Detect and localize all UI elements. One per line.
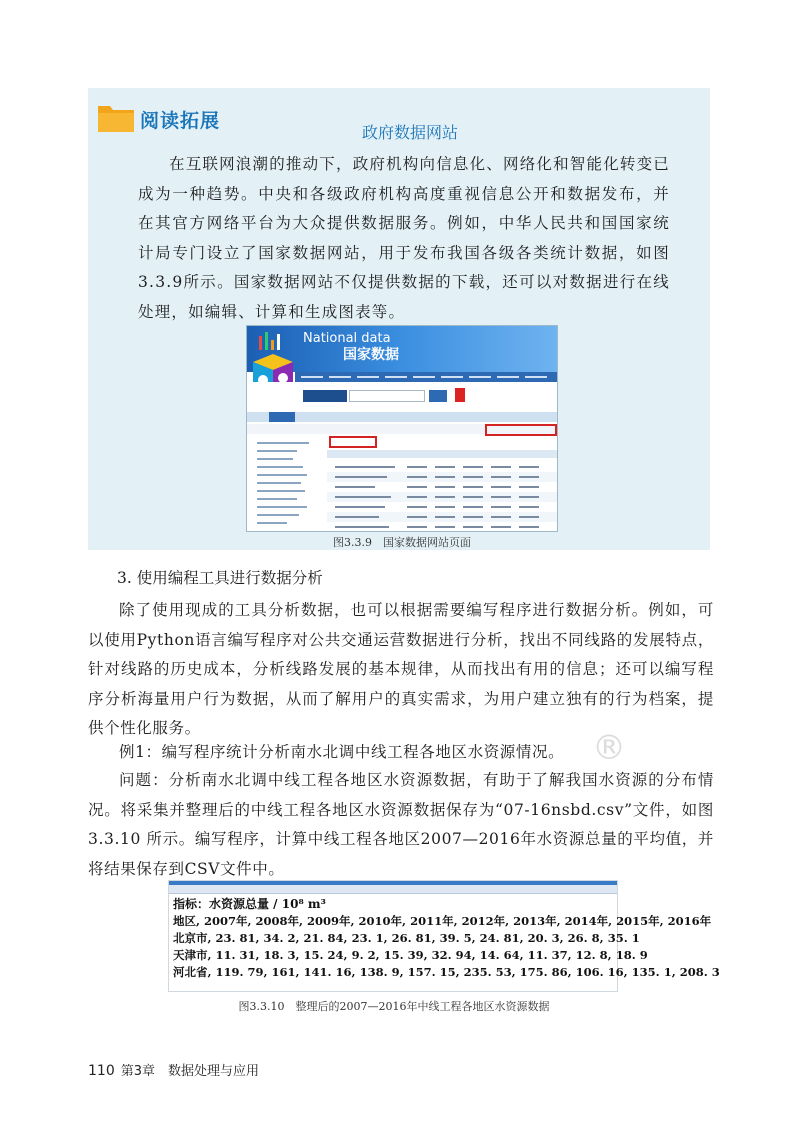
problem-paragraph: 问题：分析南水北调中线工程各地区水资源数据，有助于了解我国水资源的分布情况。将采集并整理后的中线工程各地区水资源数据保存为“07-16nsbd.csv”文件，如图3.3.10 所示。编写程序，计算中线工程各地区2007—2016年水资源总量的平均值，并将结果保存到CSV文件中。 <box>88 771 714 878</box>
csv-line: 天津市, 11. 31, 18. 3, 15. 24, 9. 2, 15. 39, 32. 94, 14. 64, 11. 37, 12. 8, 18. 9 <box>173 948 648 962</box>
reading-label: 阅读拓展 <box>140 110 221 132</box>
figure-caption-3-3-10: 图3.3.10 整理后的2007—2016年中线工程各地区水资源数据 <box>238 1000 550 1013</box>
article-title: 政府数据网站 <box>361 123 458 142</box>
national-data-website-screenshot <box>246 325 558 532</box>
highlight-box-right <box>485 424 557 436</box>
site-nav-bar <box>295 372 557 382</box>
site-tree-panel <box>247 436 323 531</box>
figure-caption-3-3-9: 图3.3.9 国家数据网站页面 <box>333 536 471 549</box>
site-red-mark <box>455 388 465 402</box>
site-search-field <box>349 390 425 402</box>
csv-data-lines <box>173 913 720 981</box>
registered-watermark: ® <box>592 728 626 768</box>
section-heading: 3. 使用编程工具进行数据分析 <box>117 569 323 587</box>
reading-paragraph: 在互联网浪潮的推动下，政府机构向信息化、网络化和智能化转变已成为一种趋势。中央和各级政府机构高度重视信息公开和数据发布，并在其官方网络平台为大众提供数据服务。例如，中华人民共和国国家统计局专门设立了国家数据网站，用于发布我国各级各类统计数据，如图3.3.9所示。国家数据网站不仅提供数据的下载，还可以对数据进行在线处理，如编辑、计算和生成图表等。 <box>138 155 671 321</box>
banner-chinese: 国家数据 <box>343 347 399 363</box>
site-search-button <box>429 390 447 402</box>
csv-line: 地区, 2007年, 2008年, 2009年, 2010年, 2011年, 2012年, 2013年, 2014年, 2015年, 2016年 <box>173 914 712 928</box>
site-data-table <box>327 436 557 531</box>
csv-line: 河北省, 119. 79, 161, 141. 16, 138. 9, 157. 15, 235. 53, 175. 86, 106. 16, 135. 1, 208. 3 <box>173 965 720 979</box>
page-number: 110 <box>88 1063 115 1079</box>
chapter-title: 第3章 数据处理与应用 <box>120 1064 260 1079</box>
csv-file-screenshot <box>168 880 720 992</box>
page-footer <box>88 1060 259 1079</box>
csv-line: 北京市, 23. 81, 34. 2, 21. 84, 23. 1, 26. 81, 39. 5, 24. 81, 20. 3, 26. 8, 35. 1 <box>173 931 640 945</box>
banner-english: National data <box>303 331 391 346</box>
site-logo <box>303 390 347 402</box>
csv-indicator-line: 指标：水资源总量 / 10⁸ m³ <box>173 897 326 911</box>
site-active-tab <box>269 412 295 422</box>
section-paragraph: 除了使用现成的工具分析数据，也可以根据需要编写程序进行数据分析。例如，可以使用Python语言编写程序对公共交通运营数据进行分析，找出不同线路的发展特点，针对线路的历史成本，分析线路发展的基本规律，从而找出有用的信息；还可以编写程序分析海量用户行为数据，从而了解用户的真实需求，为用户建立独有的行为档案，提供个性化服务。 <box>88 601 714 737</box>
example-statement: 例1：编写程序统计分析南水北调中线工程各地区水资源情况。 <box>119 743 565 761</box>
